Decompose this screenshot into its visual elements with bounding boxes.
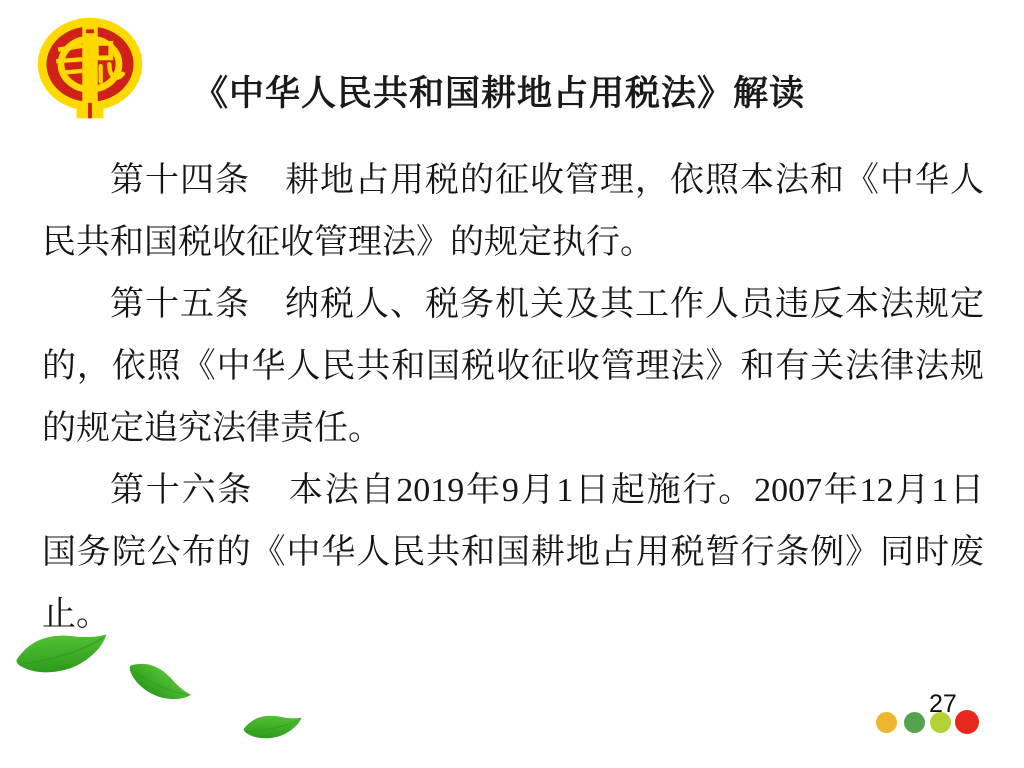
paragraph-article-15: [42, 274, 984, 460]
text-line: 第十四条 耕地占用税的征收管理，依照本法和《中华人: [110, 162, 984, 199]
text-line: 止。: [42, 596, 110, 633]
leaf-icon: [243, 710, 302, 743]
slide-title: 《中华人民共和国耕地占用税法》解读: [192, 74, 805, 114]
text-line: 第十六条 本法自2019年9月1日起施行。2007年12月1日: [110, 472, 984, 509]
leaf-icon: [16, 630, 106, 676]
leaf-decoration: [0, 608, 330, 768]
text-line: 国务院公布的《中华人民共和国耕地占用税暂行条例》同时废: [42, 534, 984, 571]
progress-dot-green: [904, 712, 925, 733]
body-text: [42, 150, 984, 646]
page-number: 27: [929, 690, 957, 718]
text-line: 的规定追究法律责任。: [42, 410, 382, 447]
progress-dot-yellow: [876, 712, 897, 733]
paragraph-article-14: [42, 150, 984, 274]
leaf-icon: [125, 650, 191, 716]
text-line: 的，依照《中华人民共和国税收征收管理法》和有关法律法规: [42, 348, 984, 385]
progress-dot-red: [955, 710, 979, 734]
text-line: 民共和国税收征收管理法》的规定执行。: [42, 224, 654, 261]
text-line: 第十五条 纳税人、税务机关及其工作人员违反本法规定: [110, 286, 984, 323]
